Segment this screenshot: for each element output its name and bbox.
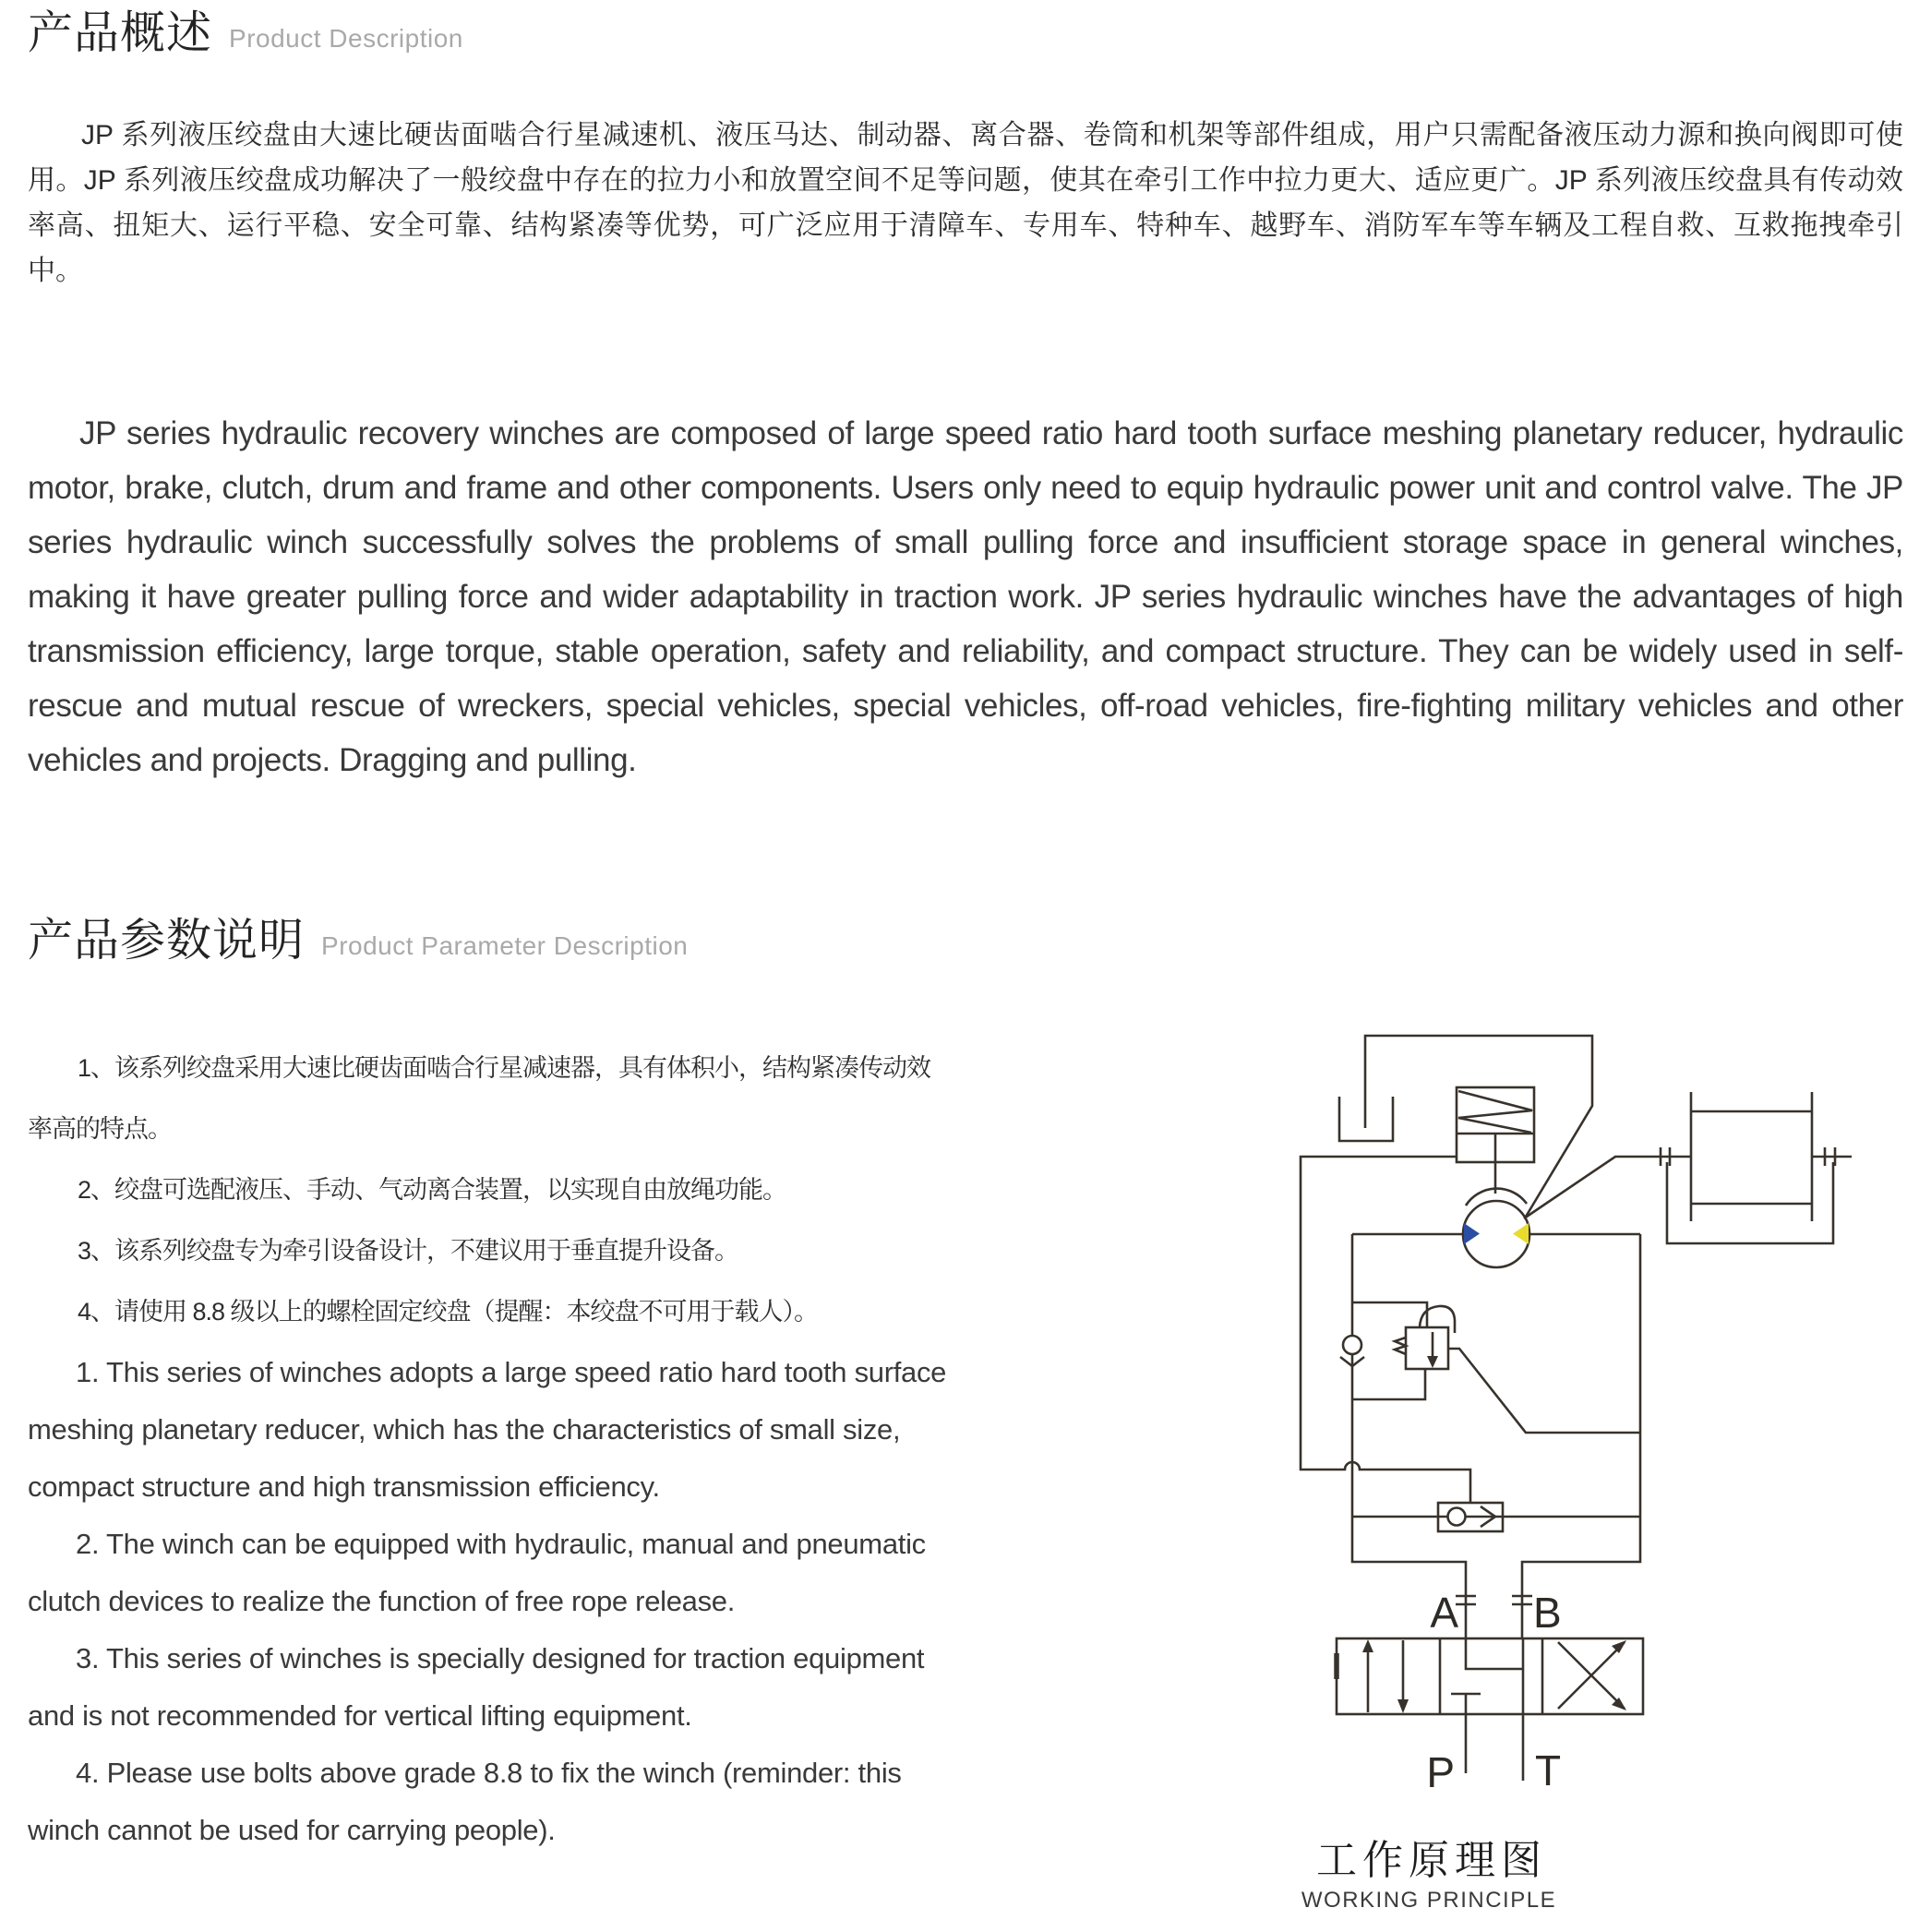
section2-title-cn: 产品参数说明 — [28, 916, 306, 966]
list-item: 4、请使用 8.8 级以上的螺栓固定绞盘（提醒：本绞盘不可用于载人）。 — [78, 1298, 819, 1326]
overview-paragraph-chinese: JP 系列液压绞盘由大速比硬齿面啮合行星减速机、液压马达、制动器、离合器、卷筒和机架等部件组成，用户只需配备液压动力源和换向阀即可使用。JP 系列液压绞盘成功解决了一般绞盘中存在的拉力小和放置空间不足等问题，使其在牵引工作中拉力更大、适应更广。JP 系列液压绞盘具有传动效率高、扭矩大、运行平稳、安全可靠、结构紧凑等优势，可广泛应用于清障车、专用车、特种车、越野车、消防军车等车辆及工程自救、互救拖拽牵引中。 — [28, 120, 1903, 286]
port-label-t: T — [1535, 1746, 1562, 1794]
working-lines — [1352, 1234, 1640, 1638]
diagram-caption-en: WORKING PRINCIPLE — [1301, 1888, 1557, 1913]
list-item: 2、绞盘可选配液压、手动、气动离合装置，以实现自由放绳功能。 — [78, 1176, 787, 1204]
parameter-list-english — [28, 1344, 951, 1859]
diagram-caption-cn: 工作原理图 — [1316, 1838, 1547, 1883]
list-item: 4. Please use bolts above grade 8.8 to fix the winch (reminder: this winch cannot be used for carrying people). — [28, 1757, 902, 1846]
port-coupler-symbols — [1456, 1596, 1532, 1604]
port-label-b: B — [1533, 1589, 1562, 1637]
list-item: 3、该系列绞盘专为牵引设备设计，不建议用于垂直提升设备。 — [78, 1237, 739, 1265]
winch-drum-symbol — [1524, 1092, 1852, 1243]
list-item: 2. The winch can be equipped with hydraulic, manual and pneumatic clutch devices to realize the function of free rope release. — [28, 1528, 926, 1617]
section1-header — [28, 8, 463, 58]
directional-valve-symbol — [1337, 1638, 1643, 1781]
hydraulic-motor-symbol — [1352, 1189, 1640, 1267]
shuttle-valve-symbol — [1352, 1503, 1640, 1531]
list-item: 1、该系列绞盘采用大速比硬齿面啮合行星减速器，具有体积小，结构紧凑传动效率高的特点。 — [28, 1054, 931, 1143]
section2-header — [28, 918, 688, 964]
section1-title-cn: 产品概述 — [28, 8, 213, 58]
port-label-p: P — [1426, 1748, 1455, 1796]
parameter-list-chinese — [28, 1038, 951, 1342]
pilot-drain-line — [1339, 1036, 1592, 1217]
list-item: 1. This series of winches adopts a large speed ratio hard tooth surface meshing planetary reducer, which has the characteristics of small size, compact structure and high transmission efficiency. — [28, 1356, 947, 1503]
brake-pilot-line — [1301, 1157, 1470, 1503]
working-principle-diagram — [1283, 997, 1931, 1932]
section2-title-en: Product Parameter Description — [321, 931, 689, 960]
section1-title-en: Product Description — [229, 24, 463, 53]
port-label-a: A — [1430, 1589, 1458, 1637]
list-item: 3. This series of winches is specially designed for traction equipment and is not recommended for vertical lifting equipment. — [28, 1642, 925, 1732]
relief-valve-symbol — [1352, 1302, 1640, 1433]
brake-symbol — [1457, 1087, 1534, 1194]
overview-paragraph-english: JP series hydraulic recovery winches are composed of large speed ratio hard tooth surface meshing planetary reducer, hydraulic motor, brake, clutch, drum and frame and other components. Users only need to equip hydraulic power unit and control valve. The JP series hydraulic winch successfully solves the problems of small pulling force and insufficient storage space in general winches, making it have greater pulling force and wider adaptability in traction work. JP series hydraulic winches have the advantages of high transmission efficiency, large torque, stable operation, safety and reliability, and compact structure. They can be widely used in self-rescue and mutual rescue of wreckers, special vehicles, special vehicles, off-road vehicles, fire-fighting military vehicles and other vehicles and projects. Dragging and pulling. — [28, 415, 1903, 778]
